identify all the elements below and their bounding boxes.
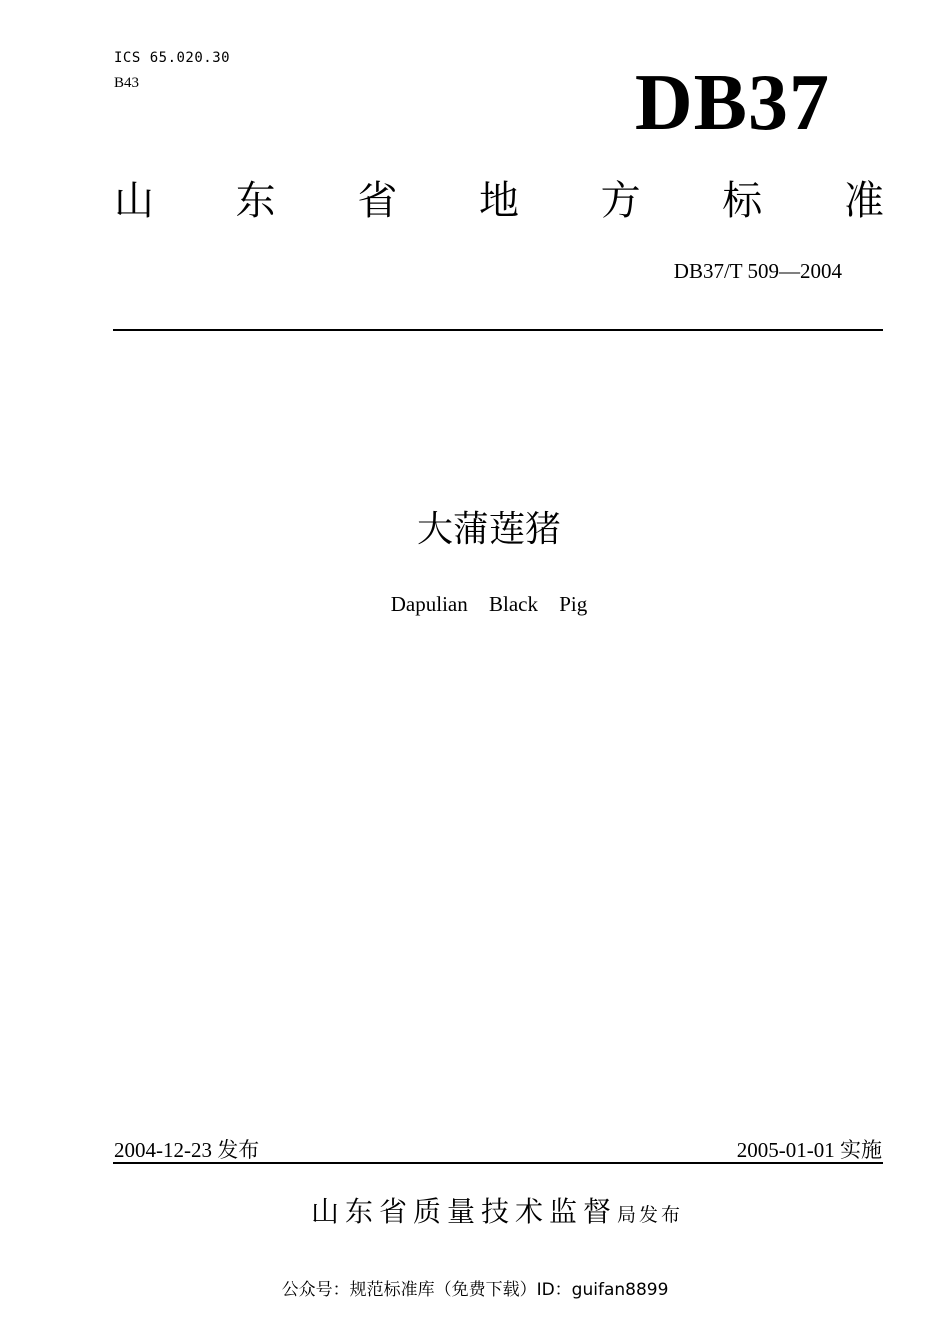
document-subtitle: Dapulian Black Pig	[390, 592, 588, 616]
issuing-authority	[0, 1190, 950, 1230]
standard-type-title	[114, 176, 884, 226]
ics-code: ICS 65.020.30	[114, 50, 231, 66]
standard-type-char: 东	[235, 178, 276, 224]
standard-number: DB37/T 509—2004	[673, 259, 842, 283]
standard-type-char: 地	[478, 178, 519, 224]
standard-type-char: 方	[600, 178, 641, 224]
standard-type-char: 省	[357, 178, 398, 224]
ccs-code: B43	[114, 75, 140, 91]
issuing-authority-suffix: 局发布	[617, 1204, 684, 1226]
top-divider	[113, 329, 883, 331]
implementation-date: 2005-01-01 实施	[736, 1138, 882, 1162]
standard-logo: DB37	[634, 59, 830, 147]
document-title: 大蒲莲猪	[416, 509, 561, 550]
issuing-authority-name: 山东省质量技术监督	[310, 1195, 617, 1228]
standard-type-char: 准	[843, 178, 884, 224]
bottom-divider	[113, 1162, 883, 1164]
standard-type-char: 山	[114, 178, 154, 224]
footer-note: 公众号：规范标准库（免费下载）ID：guifan8899	[281, 1280, 669, 1300]
standard-type-char: 标	[722, 178, 763, 224]
issue-date: 2004-12-23 发布	[114, 1138, 260, 1162]
